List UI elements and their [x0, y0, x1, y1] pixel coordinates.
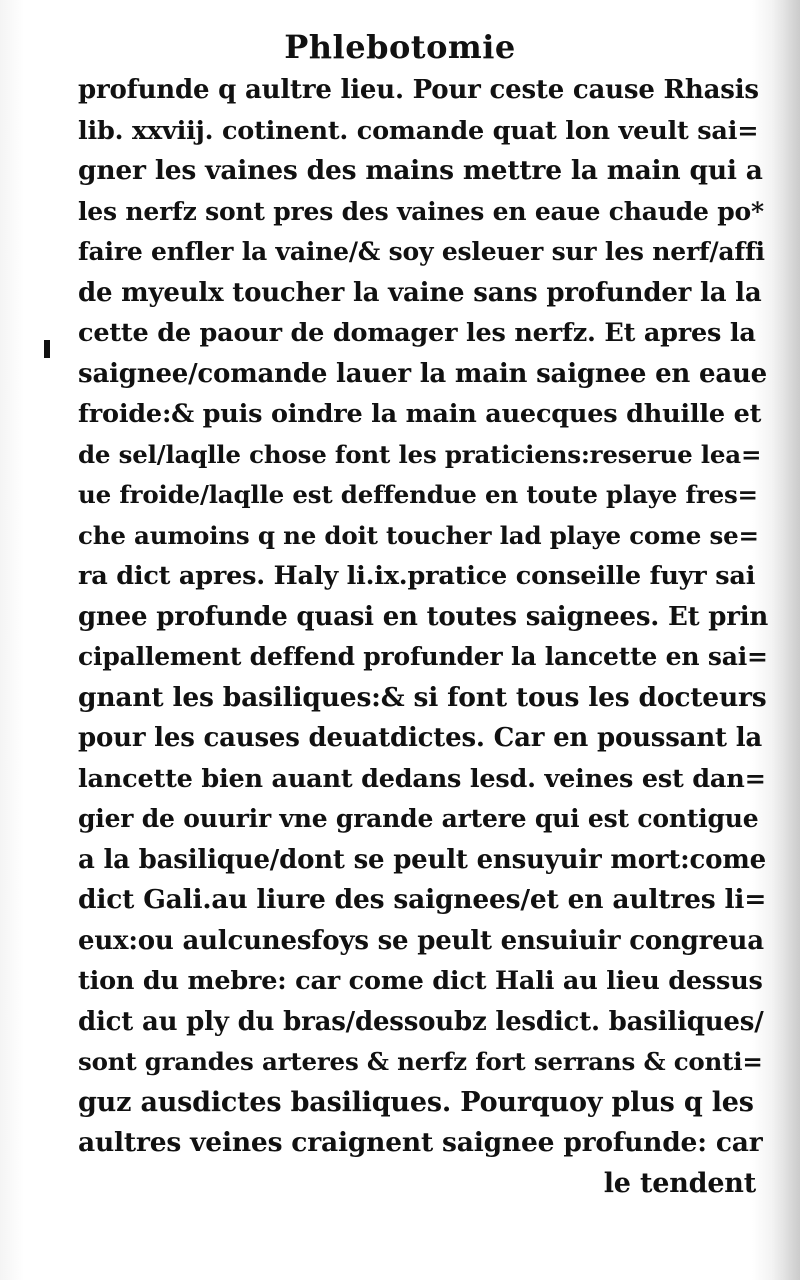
text-line: aultres veines craignent saignee profunde: car: [78, 1127, 763, 1158]
page-edge-shadow: [772, 0, 800, 1280]
text-line: eux:ou aulcunesfoys se peult ensuiuir congreua: [78, 925, 764, 956]
text-line: a la basilique/dont se peult ensuyuir mort:come: [78, 844, 766, 875]
text-line: gier de ouurir vne grande artere qui est contigue: [78, 804, 759, 833]
text-line: de sel/laqlle chose font les praticiens:reserue lea=: [78, 439, 762, 469]
text-line: ue froide/laqlle est deffendue en toute playe fres=: [78, 480, 758, 509]
text-line: guz ausdictes basiliques. Pourquoy plus q les: [78, 1086, 754, 1118]
text-line: les nerfz sont pres des vaines en eaue chaude po*: [78, 196, 764, 226]
text-line: ra dict apres. Haly li.ix.pratice conseille fuyr sai: [78, 561, 756, 591]
text-line: saignee/comande lauer la main saignee en eaue: [78, 358, 768, 389]
text-block: [78, 70, 768, 1204]
text-line: sont grandes arteres & nerfz fort serrans & conti=: [78, 1047, 763, 1076]
text-line: cette de paour de domager les nerfz. Et apres la: [78, 318, 756, 348]
text-line: gnee profunde quasi en toutes saignees. Et prin: [78, 601, 769, 632]
text-line: froide:& puis oindre la main auecques dhuille et: [78, 399, 762, 429]
running-header: Phlebotomie: [284, 28, 516, 66]
margin-mark: [44, 340, 50, 358]
catchword: le tendent: [603, 1167, 756, 1199]
text-line: profunde q aultre lieu. Pour ceste cause Rhasis: [78, 75, 759, 105]
text-line: faire enfler la vaine/& soy esleuer sur les nerf/affi: [78, 237, 765, 266]
text-line: de myeulx toucher la vaine sans profunder la la: [78, 277, 762, 308]
text-line: pour les causes deuatdictes. Car en poussant la: [78, 723, 763, 753]
text-line: tion du mebre: car come dict Hali au lieu dessus: [78, 966, 763, 996]
text-line: lancette bien auant dedans lesd. veines est dan=: [78, 763, 766, 794]
text-line: dict au ply du bras/dessoubz lesdict. basiliques/: [78, 1006, 764, 1037]
text-line: che aumoins q ne doit toucher lad playe come se=: [78, 520, 759, 550]
text-line: lib. xxviij. cotinent. comande quat lon veult sai=: [78, 115, 759, 146]
text-line: dict Gali.au liure des saignees/et en aultres li=: [78, 884, 767, 915]
text-line: gnant les basiliques:& si font tous les docteurs: [78, 681, 767, 713]
text-line: gner les vaines des mains mettre la main qui a: [78, 155, 763, 186]
text-line: cipallement deffend profunder la lancette en sai=: [78, 642, 768, 671]
